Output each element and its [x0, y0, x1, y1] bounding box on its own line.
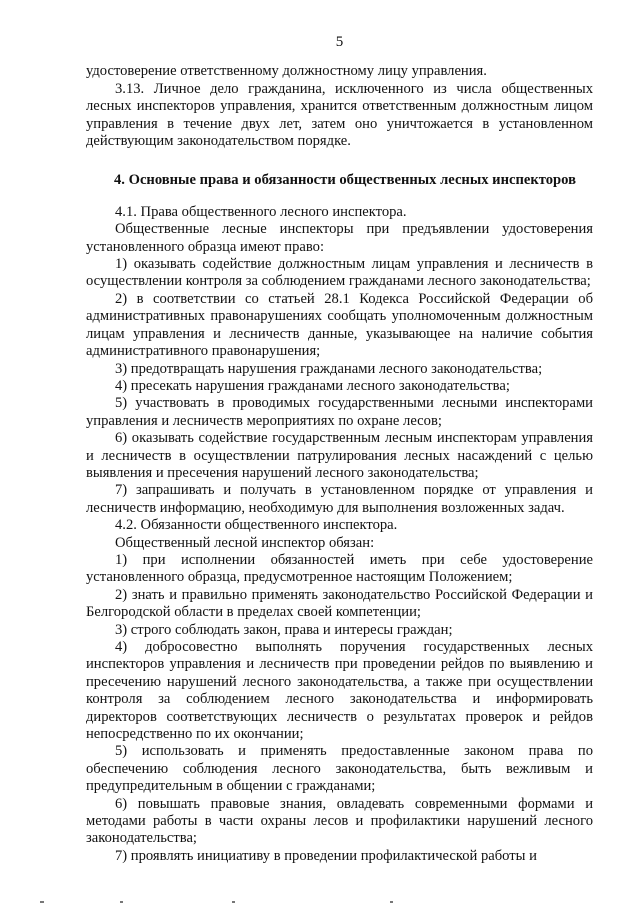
duties-item: 4) добросовестно выполнять поручения государственных лесных инспекторов управления и лесничеств при проведении рейдов по выявлению и пресечению нарушений лесного законодательства, а также при осуществлении контроля за соблюдением лесного законодательства и информировать директоров соответствующих лесничеств о результатах проверок и рейдов непосредственно по их окончании;	[86, 639, 593, 743]
rights-item: 7) запрашивать и получать в установленном порядке от управления и лесничеств информацию, необходимую для выполнения возложенных задач.	[86, 482, 593, 516]
duties-item: 3) строго соблюдать закон, права и интересы граждан;	[115, 621, 453, 638]
rights-item: 5) участвовать в проводимых государственными лесными инспекторами управления и лесничеств мероприятиях по охране лесов;	[86, 395, 593, 429]
duties-lead: Общественный лесной инспектор обязан:	[115, 534, 375, 551]
document-page	[86, 34, 593, 865]
rights-item: 1) оказывать содействие должностным лицам управления и лесничеств в осуществлении контроля за соблюдением гражданами лесного законодательства;	[86, 256, 593, 290]
duties-item: 5) использовать и применять предоставленные законом права по обеспечению соблюдения лесного законодательства, быть вежливым и предупредительным в общении с гражданами;	[86, 743, 593, 795]
section-heading: 4. Основные права и обязанности общественных лесных инспекторов	[114, 172, 576, 189]
rights-lead: Общественные лесные инспекторы при предъявлении удостоверения установленного образца имеют право:	[86, 221, 593, 255]
scan-edge-mark	[390, 901, 393, 903]
scan-edge-mark	[232, 901, 235, 903]
page-number: 5	[335, 34, 344, 50]
rights-item: 3) предотвращать нарушения гражданами лесного законодательства;	[115, 360, 543, 377]
paragraph-continuation: удостоверение ответственному должностному лицу управления.	[86, 63, 487, 80]
duties-item: 1) при исполнении обязанностей иметь при себе удостоверение установленного образца, предусмотренное настоящим Положением;	[86, 551, 593, 586]
rights-item: 4) пресекать нарушения гражданами лесного законодательства;	[115, 377, 510, 394]
duties-item: 6) повышать правовые знания, овладевать современными формами и методами работы в части охраны лесов и профилактики нарушений лесного законодательства;	[86, 795, 593, 847]
rights-subtitle: 4.1. Права общественного лесного инспектора.	[115, 203, 407, 220]
duties-subtitle: 4.2. Обязанности общественного инспектора.	[115, 517, 398, 534]
scan-edge-mark	[40, 901, 44, 903]
rights-item: 2) в соответствии со статьей 28.1 Кодекса Российской Федерации об административных правонарушениях сообщать уполномоченным должностным лицам управления и лесничеств данные, указывающее на наличие события административного правонарушения;	[86, 290, 593, 360]
duties-item: 7) проявлять инициативу в проведении профилактической работы и	[115, 847, 537, 864]
rights-item: 6) оказывать содействие государственным лесным инспекторам управления и лесничеств в осуществлении патрулирования лесных насаждений с целью выявления и пресечения нарушений лесного законодательства;	[86, 430, 593, 481]
paragraph-3-13: 3.13. Личное дело гражданина, исключенного из числа общественных лесных инспекторов управления, хранится ответственным должностным лицом управления в течение двух лет, затем оно уничтожается в установленном действующим законодательством порядке.	[86, 80, 593, 150]
scan-edge-mark	[120, 901, 123, 903]
duties-item: 2) знать и правильно применять законодательство Российской Федерации и Белгородской области в пределах своей компетенции;	[86, 586, 593, 621]
